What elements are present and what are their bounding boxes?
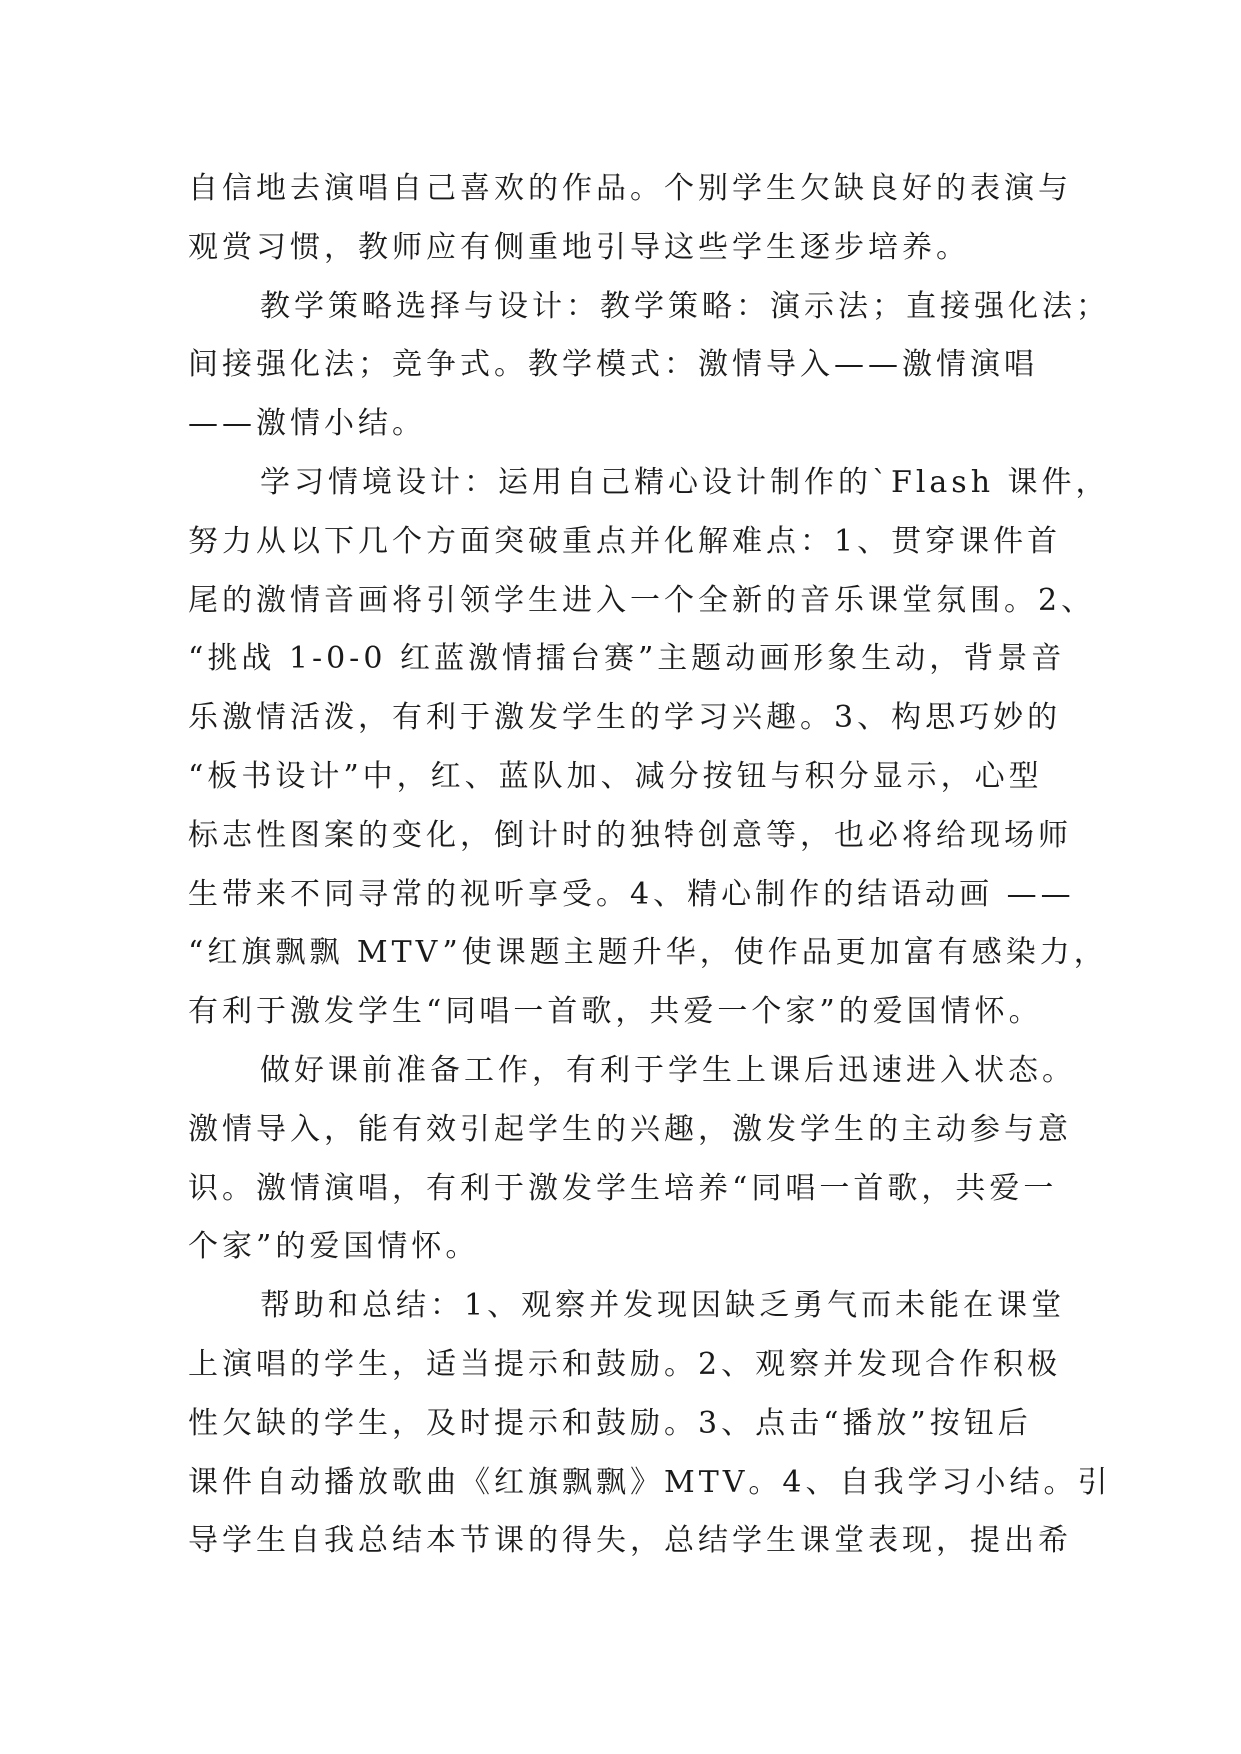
text-line: 间接强化法；竞争式。教学模式：激情导入——激情演唱 [188, 347, 1038, 383]
text-line: 观赏习惯，教师应有侧重地引导这些学生逐步培养。 [188, 229, 970, 265]
text-line: 有利于激发学生“同唱一首歌，共爱一个家”的爱国情怀。 [188, 994, 1043, 1030]
text-line: 乐激情活泼，有利于激发学生的学习兴趣。3、构思巧妙的 [188, 700, 1062, 736]
text-line: 生带来不同寻常的视听享受。4、精心制作的结语动画 —— [188, 876, 1075, 912]
text-line: 尾的激情音画将引领学生进入一个全新的音乐课堂氛围。2、 [188, 582, 1096, 618]
text-line: “挑战 1-0-0 红蓝激情擂台赛”主题动画形象生动，背景音 [188, 641, 1066, 677]
paragraph-learning-situation [188, 454, 1110, 1042]
document-body [188, 160, 1112, 1571]
text-line: 学习情境设计：运用自己精心设计制作的`Flash 课件， [260, 464, 1110, 500]
text-line: 教学策略选择与设计：教学策略：演示法；直接强化法； [260, 288, 1110, 324]
paragraph-help-summary [188, 1277, 1112, 1571]
text-line: “红旗飘飘 MTV”使课题主题升华，使作品更加富有感染力， [188, 935, 1108, 971]
text-line: “板书设计”中，红、蓝队加、减分按钮与积分显示，心型 [188, 758, 1043, 794]
text-line: 个家”的爱国情怀。 [188, 1229, 480, 1265]
text-line: ——激情小结。 [188, 406, 426, 442]
paragraph-teaching-strategy [188, 278, 1110, 454]
text-line: 导学生自我总结本节课的得失，总结学生课堂表现，提出希 [188, 1523, 1072, 1559]
text-line: 帮助和总结：1、观察并发现因缺乏勇气而未能在课堂 [260, 1288, 1066, 1324]
paragraph-preparation [188, 1042, 1088, 1277]
text-line: 激情导入，能有效引起学生的兴趣，激发学生的主动参与意 [188, 1111, 1072, 1147]
text-line: 努力从以下几个方面突破重点并化解难点：1、贯穿课件首 [188, 523, 1062, 559]
text-line: 标志性图案的变化，倒计时的独特创意等，也必将给现场师 [188, 817, 1072, 853]
text-line: 做好课前准备工作，有利于学生上课后迅速进入状态。 [260, 1052, 1076, 1088]
text-line: 自信地去演唱自己喜欢的作品。个别学生欠缺良好的表演与 [188, 171, 1072, 206]
text-line: 性欠缺的学生，及时提示和鼓励。3、点击“播放”按钮后 [188, 1405, 1032, 1441]
paragraph-student-habits [188, 160, 1088, 278]
text-line: 上演唱的学生，适当提示和鼓励。2、观察并发现合作积极 [188, 1346, 1062, 1382]
text-line: 识。激情演唱，有利于激发学生培养“同唱一首歌，共爱一 [188, 1170, 1058, 1206]
text-line: 课件自动播放歌曲《红旗飘飘》MTV。4、自我学习小结。引 [188, 1464, 1112, 1500]
